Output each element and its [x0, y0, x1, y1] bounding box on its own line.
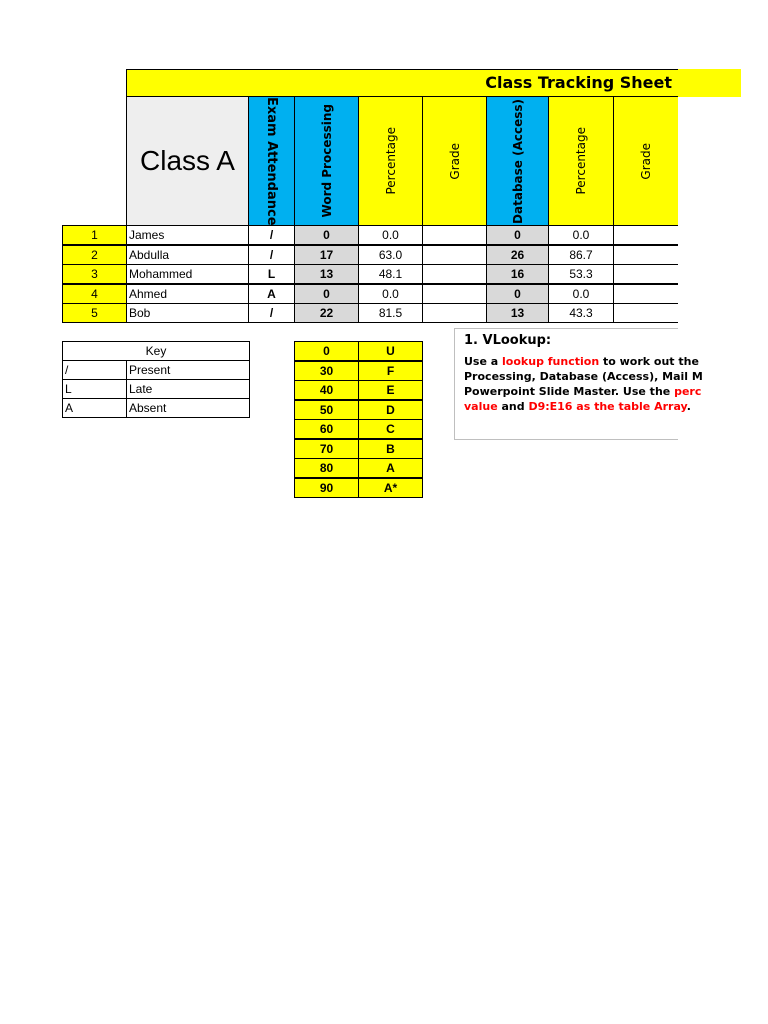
header-percentage-1[interactable]: [358, 96, 423, 226]
header-word-processing-label: Word Processing: [319, 104, 334, 218]
word-processing-score[interactable]: [294, 284, 359, 304]
row-number-value: 3: [91, 267, 98, 282]
grade-boundary-score[interactable]: [294, 361, 359, 381]
key-title: Key: [145, 344, 167, 358]
key-symbol[interactable]: [62, 398, 127, 418]
word-processing-percentage-value: 81.5: [378, 306, 403, 321]
key-symbol[interactable]: [62, 379, 127, 399]
grade-boundary-score-value: 0: [323, 344, 330, 358]
word-processing-score[interactable]: [294, 264, 359, 284]
attendance-cell[interactable]: [248, 284, 295, 304]
word-processing-score[interactable]: [294, 245, 359, 265]
database-score[interactable]: [486, 303, 549, 323]
vlookup-text: Use a: [464, 355, 503, 368]
vlookup-instructions[interactable]: [454, 328, 703, 440]
database-percentage-value: 43.3: [569, 306, 593, 321]
database-score-value: 0: [514, 228, 521, 242]
word-processing-percentage[interactable]: [358, 303, 423, 323]
word-processing-grade[interactable]: [422, 303, 487, 323]
grade-boundary-score-value: 60: [319, 422, 334, 436]
title-bar-overflow: [678, 69, 741, 97]
word-processing-percentage[interactable]: [358, 264, 423, 284]
database-grade[interactable]: [613, 264, 678, 284]
grade-boundary-letter-value: F: [386, 363, 395, 378]
grade-boundary-letter[interactable]: [358, 439, 423, 459]
database-score[interactable]: [486, 264, 549, 284]
word-processing-score-value: 17: [319, 247, 334, 262]
grade-boundary-letter[interactable]: [358, 341, 423, 361]
grade-boundary-score-value: 90: [319, 480, 334, 495]
grade-boundary-letter[interactable]: [358, 361, 423, 381]
sheet-title: Class Tracking Sheet: [485, 73, 672, 92]
grade-boundary-score-value: 70: [319, 441, 334, 456]
key-symbol-value: /: [65, 363, 69, 377]
vlookup-title: 1. VLookup:: [464, 333, 552, 348]
database-score-value: 16: [510, 267, 525, 282]
grade-boundary-score[interactable]: [294, 419, 359, 439]
vlookup-line-4: [464, 399, 691, 414]
word-processing-score-value: 0: [323, 286, 330, 301]
grade-boundary-letter-value: D: [386, 402, 395, 417]
database-percentage[interactable]: [548, 245, 614, 265]
database-percentage-value: 0.0: [572, 286, 590, 301]
database-percentage[interactable]: [548, 284, 614, 304]
database-grade[interactable]: [613, 303, 678, 323]
row-number-value: 5: [91, 306, 98, 321]
header-exam-attendance[interactable]: [248, 96, 295, 226]
grade-boundary-score[interactable]: [294, 478, 359, 498]
title-bar[interactable]: [126, 69, 678, 97]
grade-boundary-score-value: 80: [319, 461, 334, 475]
student-name[interactable]: [126, 225, 249, 245]
word-processing-score-value: 13: [319, 267, 334, 282]
student-name-value: Mohammed: [129, 267, 193, 282]
header-percentage-2-label: Percentage: [574, 127, 588, 195]
key-meaning[interactable]: [126, 398, 250, 418]
word-processing-grade[interactable]: [422, 225, 487, 245]
key-symbol-value: L: [65, 382, 72, 396]
word-processing-score-value: 0: [323, 228, 330, 242]
attendance-cell[interactable]: [248, 225, 295, 245]
row-number-value: 2: [91, 247, 98, 262]
database-score-value: 13: [510, 306, 525, 321]
attendance-cell-value: /: [269, 306, 274, 321]
header-grade-1[interactable]: [422, 96, 487, 226]
database-grade[interactable]: [613, 284, 678, 304]
database-percentage-value: 53.3: [569, 267, 593, 282]
header-database-label: Database (Access): [510, 98, 525, 224]
word-processing-score[interactable]: [294, 225, 359, 245]
word-processing-percentage[interactable]: [358, 245, 423, 265]
database-grade[interactable]: [613, 245, 678, 265]
row-number[interactable]: [62, 303, 127, 323]
grade-boundary-letter[interactable]: [358, 380, 423, 400]
attendance-cell[interactable]: [248, 245, 295, 265]
vlookup-text: to work out the: [599, 355, 699, 368]
key-header[interactable]: [62, 341, 250, 361]
attendance-cell-value: /: [269, 247, 274, 262]
header-grade-2[interactable]: [613, 96, 678, 226]
grade-boundary-score[interactable]: [294, 439, 359, 459]
grade-boundary-letter-value: E: [386, 383, 395, 397]
grade-boundary-score[interactable]: [294, 458, 359, 478]
attendance-cell[interactable]: [248, 264, 295, 284]
word-processing-percentage-value: 63.0: [378, 247, 403, 262]
word-processing-percentage-value: 0.0: [382, 286, 399, 301]
database-percentage-value: 86.7: [569, 247, 593, 262]
header-word-processing[interactable]: [294, 96, 359, 226]
header-grade-1-label: Grade: [447, 142, 462, 180]
database-grade[interactable]: [613, 225, 678, 245]
class-name: Class A: [140, 145, 235, 176]
student-name-value: Bob: [129, 306, 151, 321]
vlookup-line-2: Processing, Database (Access), Mail M: [464, 370, 703, 383]
student-name-value: James: [129, 228, 165, 242]
header-grade-2-label: Grade: [639, 142, 653, 180]
row-number[interactable]: [62, 284, 127, 304]
database-score-value: 0: [514, 286, 521, 301]
database-score[interactable]: [486, 284, 549, 304]
row-number[interactable]: [62, 245, 127, 265]
grade-boundary-letter-value: U: [386, 344, 395, 358]
database-percentage-value: 0.0: [572, 228, 590, 242]
key-meaning-value: Present: [129, 363, 171, 377]
word-processing-grade[interactable]: [422, 245, 487, 265]
student-name[interactable]: [126, 264, 249, 284]
vlookup-line-3: [464, 384, 702, 399]
grade-boundary-score-value: 30: [319, 363, 334, 378]
vlookup-text: and: [497, 400, 529, 413]
database-score[interactable]: [486, 225, 549, 245]
row-number-value: 4: [91, 286, 98, 301]
grade-boundary-score[interactable]: [294, 341, 359, 361]
row-number-value: 1: [91, 228, 98, 242]
student-name[interactable]: [126, 303, 249, 323]
database-score-value: 26: [510, 247, 525, 262]
database-percentage[interactable]: [548, 303, 614, 323]
header-percentage-1-label: Percentage: [383, 127, 398, 195]
row-number[interactable]: [62, 264, 127, 284]
student-name-value: Abdulla: [129, 247, 170, 262]
word-processing-score[interactable]: [294, 303, 359, 323]
attendance-cell[interactable]: [248, 303, 295, 323]
row-number[interactable]: [62, 225, 127, 245]
word-processing-grade[interactable]: [422, 284, 487, 304]
grade-boundary-letter[interactable]: [358, 478, 423, 498]
vlookup-highlight: value: [464, 400, 498, 413]
database-percentage[interactable]: [548, 225, 614, 245]
grade-boundary-score-value: 40: [319, 383, 334, 397]
key-meaning[interactable]: [126, 379, 250, 399]
student-name-value: Ahmed: [129, 286, 168, 301]
grade-boundary-score-value: 50: [319, 402, 334, 417]
grade-boundary-letter-value: B: [386, 441, 395, 456]
grade-boundary-score[interactable]: [294, 400, 359, 420]
key-meaning-value: Late: [129, 382, 153, 396]
header-exam-attendance-label: Exam Attendance: [264, 96, 279, 226]
word-processing-percentage-value: 48.1: [378, 267, 403, 282]
word-processing-percentage-value: 0.0: [382, 228, 399, 242]
database-score[interactable]: [486, 245, 549, 265]
vlookup-text: Powerpoint Slide Master. Use the: [464, 385, 675, 398]
grade-boundary-letter[interactable]: [358, 458, 423, 478]
word-processing-percentage[interactable]: [358, 284, 423, 304]
grade-boundary-letter-value: A*: [383, 480, 398, 495]
grade-boundary-score[interactable]: [294, 380, 359, 400]
class-name-cell[interactable]: [126, 96, 249, 226]
header-database[interactable]: [486, 96, 549, 226]
student-name[interactable]: [126, 284, 249, 304]
vlookup-text: .: [686, 400, 691, 413]
vlookup-highlight: lookup function: [502, 355, 600, 368]
grade-boundary-letter-value: A: [386, 461, 395, 475]
key-symbol[interactable]: [62, 360, 127, 380]
grade-boundary-letter[interactable]: [358, 419, 423, 439]
student-name[interactable]: [126, 245, 249, 265]
key-meaning-value: Absent: [129, 401, 167, 415]
attendance-cell-value: L: [267, 267, 276, 282]
vlookup-highlight: perc: [674, 385, 702, 398]
word-processing-grade[interactable]: [422, 264, 487, 284]
attendance-cell-value: /: [269, 228, 274, 242]
word-processing-score-value: 22: [319, 306, 334, 321]
key-meaning[interactable]: [126, 360, 250, 380]
database-percentage[interactable]: [548, 264, 614, 284]
attendance-cell-value: A: [267, 286, 276, 301]
vlookup-line-1: [464, 354, 699, 369]
header-percentage-2[interactable]: [548, 96, 614, 226]
grade-boundary-letter-value: C: [386, 422, 395, 436]
vlookup-highlight: D9:E16 as the table Array: [528, 400, 687, 413]
key-symbol-value: A: [65, 401, 74, 415]
grade-boundary-letter[interactable]: [358, 400, 423, 420]
word-processing-percentage[interactable]: [358, 225, 423, 245]
